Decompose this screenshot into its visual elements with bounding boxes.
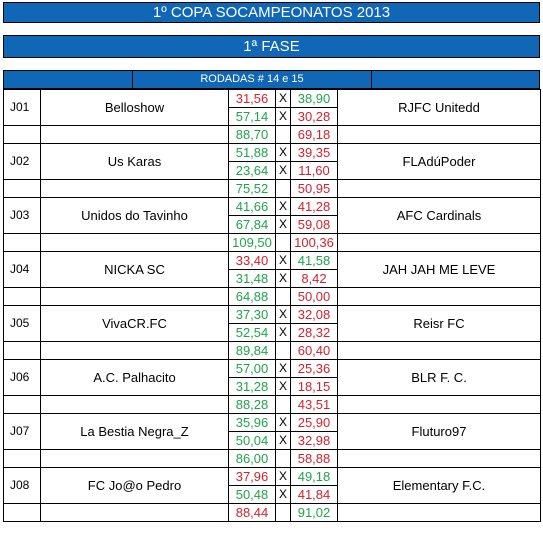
match-row — [4, 144, 541, 162]
blank-cell — [41, 126, 229, 144]
away-team: FLAdúPoder — [338, 144, 541, 180]
home-team: A.C. Palhacito — [41, 360, 229, 396]
match-code: J04 — [4, 252, 41, 288]
home-team: NICKA SC — [41, 252, 229, 288]
away-score-r2: 59,08 — [291, 216, 338, 234]
match-total-row — [4, 504, 541, 522]
home-total: 88,28 — [229, 396, 276, 414]
blank-cell — [41, 504, 229, 522]
blank-cell — [4, 234, 41, 252]
away-total: 100,36 — [291, 234, 338, 252]
blank-cell — [4, 180, 41, 198]
match-total-row — [4, 234, 541, 252]
versus-mark: X — [276, 432, 291, 450]
home-team: VivaCR.FC — [41, 306, 229, 342]
home-score-r2: 23,64 — [229, 162, 276, 180]
phase-header: 1ª FASE — [3, 35, 540, 58]
versus-mark: X — [276, 162, 291, 180]
blank-cell — [41, 450, 229, 468]
blank-cell — [338, 504, 541, 522]
away-score-r2: 32,98 — [291, 432, 338, 450]
away-score-r1: 32,08 — [291, 306, 338, 324]
away-score-r1: 41,28 — [291, 198, 338, 216]
versus-mark: X — [276, 252, 291, 270]
home-score-r1: 51,88 — [229, 144, 276, 162]
match-total-row — [4, 288, 541, 306]
away-total: 58,88 — [291, 450, 338, 468]
home-score-r1: 37,96 — [229, 468, 276, 486]
home-total: 89,84 — [229, 342, 276, 360]
blank-cell — [41, 342, 229, 360]
away-total: 43,51 — [291, 396, 338, 414]
match-total-row — [4, 180, 541, 198]
away-score-r1: 38,90 — [291, 90, 338, 108]
home-score-r1: 41,66 — [229, 198, 276, 216]
away-total: 60,40 — [291, 342, 338, 360]
away-total: 69,18 — [291, 126, 338, 144]
blank-cell — [338, 450, 541, 468]
blank-cell — [338, 180, 541, 198]
versus-mark: X — [276, 378, 291, 396]
match-row — [4, 306, 541, 324]
blank-cell — [338, 288, 541, 306]
away-team: BLR F. C. — [338, 360, 541, 396]
home-total: 109,50 — [229, 234, 276, 252]
blank-cell — [41, 180, 229, 198]
blank-cell — [41, 234, 229, 252]
match-row — [4, 468, 541, 486]
match-code: J03 — [4, 198, 41, 234]
blank-cell — [276, 504, 291, 522]
away-total: 91,02 — [291, 504, 338, 522]
versus-mark: X — [276, 486, 291, 504]
blank-cell — [276, 126, 291, 144]
blank-cell — [4, 504, 41, 522]
home-score-r1: 33,40 — [229, 252, 276, 270]
versus-mark: X — [276, 108, 291, 126]
away-score-r2: 41,84 — [291, 486, 338, 504]
away-team: AFC Cardinals — [338, 198, 541, 234]
versus-mark: X — [276, 306, 291, 324]
blank-cell — [338, 342, 541, 360]
home-total: 75,52 — [229, 180, 276, 198]
match-code: J02 — [4, 144, 41, 180]
away-team: Reisr FC — [338, 306, 541, 342]
versus-mark: X — [276, 144, 291, 162]
rodadas-label: RODADAS # 14 e 15 — [132, 71, 372, 88]
versus-mark: X — [276, 270, 291, 288]
versus-mark: X — [276, 468, 291, 486]
match-total-row — [4, 126, 541, 144]
match-row — [4, 90, 541, 108]
away-score-r2: 30,28 — [291, 108, 338, 126]
versus-mark: X — [276, 198, 291, 216]
away-score-r1: 49,18 — [291, 468, 338, 486]
home-score-r1: 57,00 — [229, 360, 276, 378]
home-score-r1: 37,30 — [229, 306, 276, 324]
home-score-r2: 67,84 — [229, 216, 276, 234]
home-score-r2: 31,48 — [229, 270, 276, 288]
match-code: J01 — [4, 90, 41, 126]
away-total: 50,95 — [291, 180, 338, 198]
away-score-r1: 25,90 — [291, 414, 338, 432]
home-total: 86,00 — [229, 450, 276, 468]
home-score-r1: 35,96 — [229, 414, 276, 432]
home-total: 88,44 — [229, 504, 276, 522]
blank-cell — [276, 396, 291, 414]
blank-cell — [41, 396, 229, 414]
blank-cell — [276, 288, 291, 306]
blank-cell — [4, 288, 41, 306]
match-code: J06 — [4, 360, 41, 396]
blank-cell — [338, 234, 541, 252]
rodadas-header — [3, 70, 540, 89]
home-score-r2: 50,48 — [229, 486, 276, 504]
match-total-row — [4, 450, 541, 468]
blank-cell — [4, 126, 41, 144]
home-team: FC Jo@o Pedro — [41, 468, 229, 504]
away-team: Fluturo97 — [338, 414, 541, 450]
home-team: La Bestia Negra_Z — [41, 414, 229, 450]
blank-cell — [338, 396, 541, 414]
page-title: 1º COPA SOCAMPEONATOS 2013 — [3, 2, 540, 23]
blank-cell — [41, 288, 229, 306]
match-total-row — [4, 396, 541, 414]
match-row — [4, 414, 541, 432]
away-score-r2: 28,32 — [291, 324, 338, 342]
home-total: 64,88 — [229, 288, 276, 306]
versus-mark: X — [276, 360, 291, 378]
home-score-r2: 57,14 — [229, 108, 276, 126]
match-row — [4, 360, 541, 378]
home-team: Unidos do Tavinho — [41, 198, 229, 234]
away-total: 50,00 — [291, 288, 338, 306]
home-team: Us Karas — [41, 144, 229, 180]
match-row — [4, 252, 541, 270]
matches-table — [3, 89, 540, 522]
away-team: Elementary F.C. — [338, 468, 541, 504]
home-total: 88,70 — [229, 126, 276, 144]
versus-mark: X — [276, 90, 291, 108]
away-score-r1: 41,58 — [291, 252, 338, 270]
away-score-r2: 11,60 — [291, 162, 338, 180]
away-score-r1: 39,35 — [291, 144, 338, 162]
blank-cell — [276, 234, 291, 252]
home-score-r1: 31,56 — [229, 90, 276, 108]
match-code: J07 — [4, 414, 41, 450]
blank-cell — [4, 450, 41, 468]
blank-cell — [276, 342, 291, 360]
match-code: J05 — [4, 306, 41, 342]
home-score-r2: 52,54 — [229, 324, 276, 342]
blank-cell — [4, 342, 41, 360]
home-score-r2: 31,28 — [229, 378, 276, 396]
blank-cell — [4, 396, 41, 414]
away-team: RJFC Unitedd — [338, 90, 541, 126]
versus-mark: X — [276, 324, 291, 342]
away-score-r2: 18,15 — [291, 378, 338, 396]
away-team: JAH JAH ME LEVE — [338, 252, 541, 288]
match-row — [4, 198, 541, 216]
blank-cell — [276, 450, 291, 468]
match-total-row — [4, 342, 541, 360]
versus-mark: X — [276, 216, 291, 234]
home-team: Belloshow — [41, 90, 229, 126]
versus-mark: X — [276, 414, 291, 432]
away-score-r1: 25,36 — [291, 360, 338, 378]
home-score-r2: 50,04 — [229, 432, 276, 450]
away-score-r2: 8,42 — [291, 270, 338, 288]
blank-cell — [338, 126, 541, 144]
match-code: J08 — [4, 468, 41, 504]
blank-cell — [276, 180, 291, 198]
